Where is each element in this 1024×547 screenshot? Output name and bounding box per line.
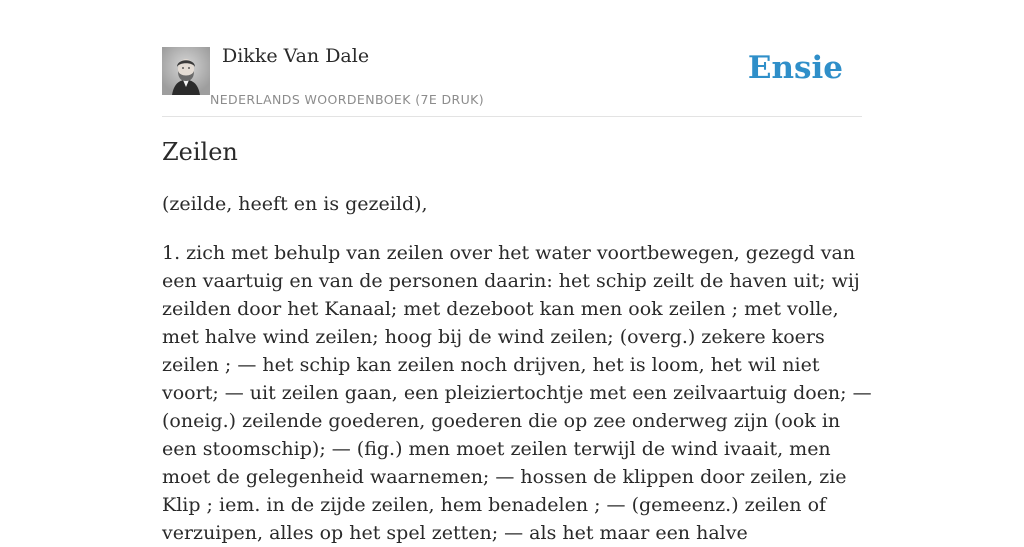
entry-definition: 1. zich met behulp van zeilen over het water voortbewegen, gezegd van een vaartuig en van de personen daarin: het schip zeilt de haven uit; wij zeilden door het Kanaal; met dezeboot kan men ook zeilen ; met volle, met halve wind zeilen; hoog bij de wind zeilen; (overg.) zekere koers zeilen ; — het schip kan zeilen noch drijven, het is loom, het wil niet voort; — uit zeilen gaan, een pleiziertochtje met een zeilvaartuig doen; — (oneig.) zeilende goederen, goederen die op zee onderweg zijn (ook in een stoomschip); — (fig.) men moet zeilen terwijl de wind ivaait, men moet de gelegenheid waarnemen; — hossen de klippen door zeilen, zie Klip ; iem. in de zijde zeilen, hem benadelen ; — (gemeenz.) zeilen of verzuipen, alles op het spel zetten; — als het maar een halve [162,242,872,544]
author-name[interactable]: Dikke Van Dale [222,45,370,67]
entry-forms: (zeilde, heeft en is gezeild), [162,193,428,215]
entry-title: Zeilen [162,138,238,166]
source-label: NEDERLANDS WOORDENBOEK (7E DRUK) [210,92,485,107]
author-avatar[interactable] [162,47,210,95]
author-header [162,40,862,117]
ensie-logo[interactable]: Ensie [747,50,843,86]
portrait-photo-icon [162,47,210,95]
